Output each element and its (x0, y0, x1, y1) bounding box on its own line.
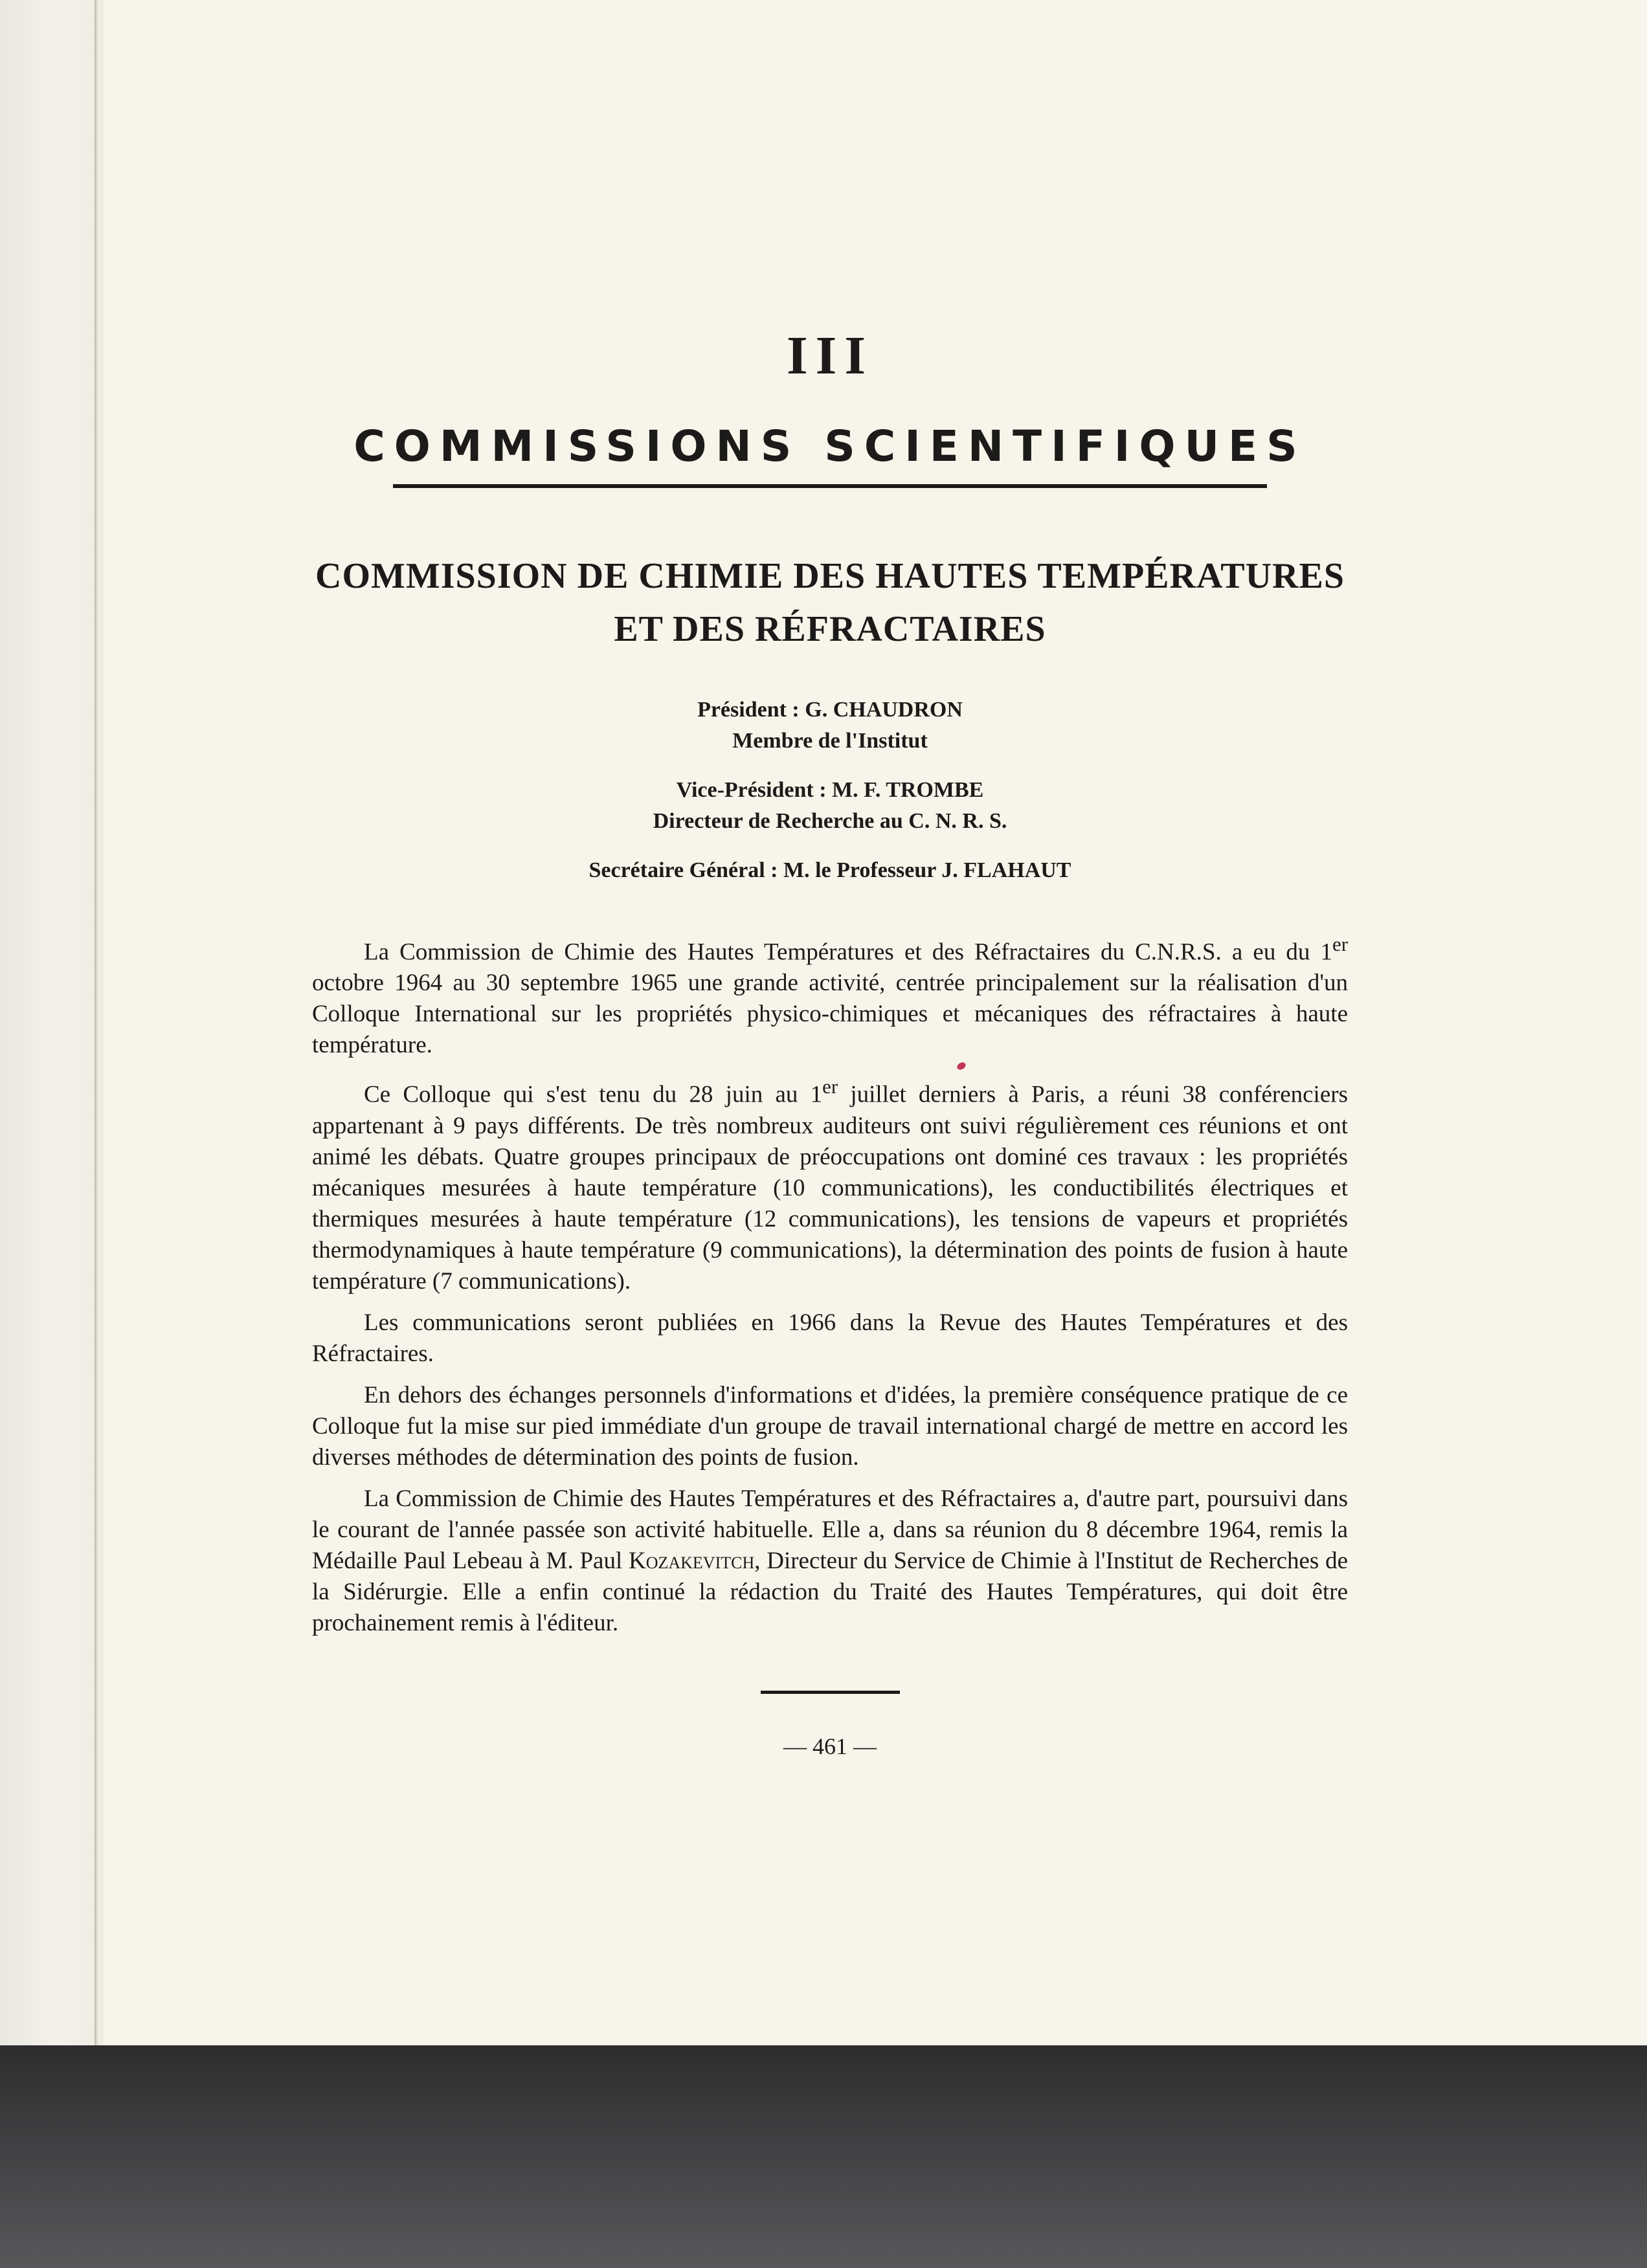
title-rule (393, 484, 1267, 488)
paragraph-3: Les communications seront publiées en 1966 dans la Revue des Hautes Températures et des Réfractaires. (312, 1309, 1348, 1367)
paragraph-4: En dehors des échanges personnels d'informations et d'idées, la première conséquence pratique de ce Colloque fut la mise sur pied immédiate d'un groupe de travail international chargé de mettre en accord les diverses méthodes de détermination des points de fusion. (312, 1381, 1348, 1471)
page-gutter (0, 0, 104, 2045)
page-content (312, 304, 1348, 1760)
paragraph-5: La Commission de Chimie des Hautes Températures et des Réfractaires a, d'autre part, poursuivi dans le courant de l'année passée son activité habituelle. Elle a, dans sa réunion du 8 décembre 1964, remis la Médaille Paul Lebeau à M. Paul Kozakevitch, Directeur du Service de Chimie à l'Institut de Recherches de la Sidérurgie. Elle a enfin continué la rédaction du Traité des Hautes Températures, qui doit être prochainement remis à l'éditeur. (312, 1485, 1348, 1636)
commission-title (312, 550, 1348, 656)
commission-title-line-2: ET DES RÉFRACTAIRES (614, 609, 1046, 649)
officer-role: Vice-Président : (676, 778, 827, 802)
part-number: III (786, 326, 874, 386)
officer-name: G. CHAUDRON (805, 698, 963, 722)
officers-block (312, 695, 1348, 886)
officer-role: Secrétaire Général : (588, 858, 778, 882)
officer-vice-president (312, 775, 1348, 837)
page-number: — 461 — (783, 1733, 877, 1759)
officer-name: M. le Professeur J. FLAHAUT (783, 858, 1071, 882)
end-rule (761, 1691, 900, 1694)
officer-title: Directeur de Recherche au C. N. R. S. (653, 809, 1007, 833)
officer-name: M. F. TROMBE (832, 778, 984, 802)
paragraph-1: La Commission de Chimie des Hautes Températures et des Réfractaires du C.N.R.S. a eu du 1er octobre 1964 au 30 septembre 1965 une grande activité, centrée principalement sur la réalisation d'un Colloque International sur les propriétés physico-chimiques et mécaniques des réfractaires à haute température. (312, 933, 1348, 1059)
body-text (312, 929, 1348, 1639)
officer-president (312, 695, 1348, 757)
officer-title: Membre de l'Institut (732, 729, 928, 753)
paragraph-2: Ce Colloque qui s'est tenu du 28 juin au 1er juillet derniers à Paris, a réuni 38 conférenciers appartenant à 9 pays différents. De très nombreux auditeurs ont suivi régulièrement ces réunions et ont animé les débats. Quatre groupes principaux de préoccupations ont dominé ces travaux : les propriétés mécaniques mesurées à haute température (10 communications), les conductibilités électriques et thermiques mesurées à haute température (12 communications), les tensions de vapeurs et propriétés thermodynamiques à haute température (9 communications), la détermination des points de fusion à haute température (7 communications). (312, 1076, 1348, 1295)
part-title: COMMISSIONS SCIENTIFIQUES (353, 421, 1306, 471)
commission-title-line-1: COMMISSION DE CHIMIE DES HAUTES TEMPÉRATURES (315, 556, 1345, 596)
scanner-background (0, 2045, 1647, 2268)
officer-secretary-general (312, 855, 1348, 886)
binding-fold (95, 0, 98, 2045)
officer-role: Président : (697, 698, 800, 722)
